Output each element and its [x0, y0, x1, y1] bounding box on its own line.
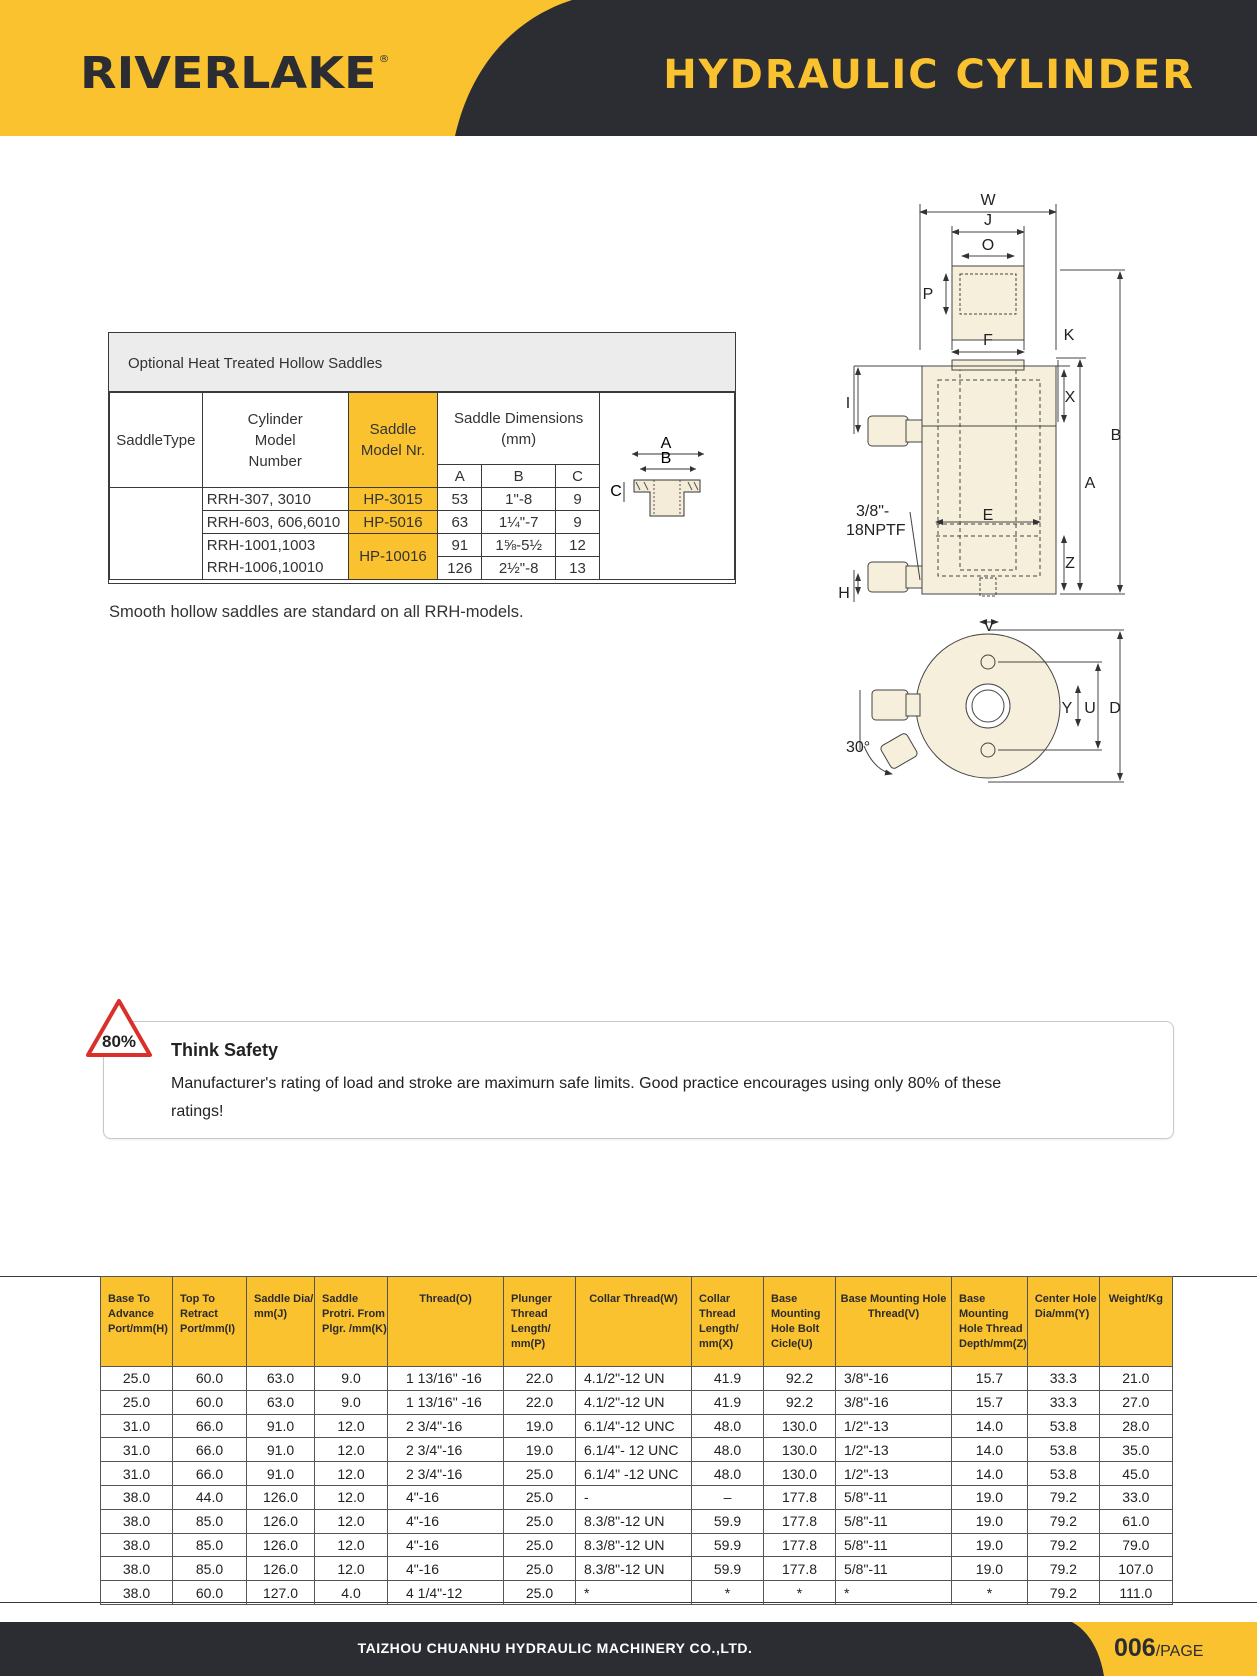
- spec-table-cell: 59.9: [692, 1557, 764, 1581]
- spec-table-cell: 2 3/4"-16: [388, 1438, 504, 1462]
- spec-table-cell: 21.0: [1099, 1367, 1172, 1391]
- saddle-sketch: [600, 424, 734, 544]
- saddle-sketch-cell: [599, 393, 734, 580]
- spec-header-cell: Center Hole Dia/mm(Y): [1027, 1277, 1099, 1367]
- spec-table-cell: 61.0: [1099, 1509, 1172, 1533]
- spec-table-cell: 85.0: [173, 1509, 247, 1533]
- spec-table-cell: 27.0: [1099, 1390, 1172, 1414]
- spec-table-cell: 5/8"-11: [836, 1485, 952, 1509]
- footer-company-name: TAIZHOU CHUANHU HYDRAULIC MACHINERY CO.,LTD.: [357, 1640, 753, 1656]
- saddle-table-panel: [108, 332, 736, 584]
- saddle-header-b: B: [482, 465, 556, 488]
- spec-table-cell: 12.0: [315, 1462, 388, 1486]
- spec-table-cell: 79.2: [1027, 1557, 1099, 1581]
- spec-table-cell: 3/8"-16: [836, 1367, 952, 1391]
- spec-table-cell: 2 3/4"-16: [388, 1462, 504, 1486]
- page-number-label: /PAGE: [1155, 1643, 1204, 1660]
- spec-table: [100, 1276, 1173, 1605]
- spec-table-cell: 63.0: [247, 1367, 315, 1391]
- safety-text: Manufacturer's rating of load and stroke are maximurn safe limits. Good practice encourages using only 80% of these ratings!: [171, 1075, 1002, 1120]
- spec-table-cell: 66.0: [173, 1462, 247, 1486]
- spec-table-cell: 9.0: [315, 1390, 388, 1414]
- spec-table-cell: 4"-16: [388, 1557, 504, 1581]
- saddle-a-cell: 53: [438, 488, 482, 511]
- spec-table-cell: 1/2"-13: [836, 1438, 952, 1462]
- saddle-c-cell: 9: [556, 488, 600, 511]
- spec-table-cell: 4 1/4"-12: [388, 1581, 504, 1605]
- brand-logo: [80, 48, 389, 99]
- dim-label-x: X: [1064, 389, 1076, 406]
- spec-header-cell: Base To Advance Port/mm(H): [101, 1277, 173, 1367]
- spec-table-row: [101, 1509, 1173, 1533]
- spec-table-cell: 25.0: [101, 1367, 173, 1391]
- spec-table-cell: 53.8: [1027, 1462, 1099, 1486]
- spec-table-cell: 4.0: [315, 1581, 388, 1605]
- spec-table-cell: 177.8: [764, 1533, 836, 1557]
- spec-table-cell: 126.0: [247, 1533, 315, 1557]
- spec-table-cell: 31.0: [101, 1414, 173, 1438]
- spec-header-cell: Plunger Thread Length/ mm(P): [504, 1277, 576, 1367]
- registered-mark: ®: [378, 54, 390, 65]
- spec-table-cell: 48.0: [692, 1414, 764, 1438]
- spec-table-cell: 126.0: [247, 1557, 315, 1581]
- spec-table-cell: 35.0: [1099, 1438, 1172, 1462]
- spec-table-row: [101, 1390, 1173, 1414]
- spec-table-cell: 38.0: [101, 1581, 173, 1605]
- spec-table-cell: 5/8"-11: [836, 1533, 952, 1557]
- spec-table-cell: 92.2: [764, 1367, 836, 1391]
- saddle-b-cell: 1¼"-7: [482, 511, 556, 534]
- spec-table-cell: 14.0: [952, 1462, 1028, 1486]
- spec-table-cell: 15.7: [952, 1367, 1028, 1391]
- spec-table-cell: 66.0: [173, 1438, 247, 1462]
- spec-table-row: [101, 1414, 1173, 1438]
- spec-table-cell: 85.0: [173, 1557, 247, 1581]
- spec-table-cell: 5/8"-11: [836, 1557, 952, 1581]
- dim-label-k: K: [1063, 327, 1075, 344]
- spec-table-cell: 22.0: [504, 1367, 576, 1391]
- spec-table-cell: 44.0: [173, 1485, 247, 1509]
- spec-table-cell: 12.0: [315, 1414, 388, 1438]
- saddle-a-cell: 126: [438, 557, 482, 580]
- spec-table-cell: 79.2: [1027, 1509, 1099, 1533]
- dim-label-i: I: [845, 395, 851, 412]
- spec-table-cell: 19.0: [952, 1533, 1028, 1557]
- spec-table-cell: –: [692, 1485, 764, 1509]
- spec-table-cell: 4"-16: [388, 1485, 504, 1509]
- spec-table-cell: *: [952, 1581, 1028, 1605]
- saddle-sketch-label-b: B: [660, 450, 672, 467]
- spec-table-cell: 14.0: [952, 1414, 1028, 1438]
- spec-table-cell: 25.0: [504, 1462, 576, 1486]
- dim-label-v: V: [983, 618, 995, 635]
- spec-header-cell: Thread(O): [388, 1277, 504, 1367]
- saddle-sketch-label-c: C: [610, 483, 622, 500]
- safety-title: Think Safety: [171, 1040, 279, 1060]
- saddle-b-cell: 2½"-8: [482, 557, 556, 580]
- spec-table-cell: 31.0: [101, 1438, 173, 1462]
- spec-table-cell: 25.0: [504, 1581, 576, 1605]
- spec-table-cell: 53.8: [1027, 1414, 1099, 1438]
- saddle-model-cell: HP-3015: [348, 488, 438, 511]
- spec-table-cell: *: [692, 1581, 764, 1605]
- spec-table-cell: 126.0: [247, 1485, 315, 1509]
- page-header: [0, 0, 1257, 136]
- spec-table-cell: 79.0: [1099, 1533, 1172, 1557]
- spec-table-row: [101, 1557, 1173, 1581]
- dim-label-j: J: [984, 212, 992, 229]
- spec-table-cell: 1/2"-13: [836, 1414, 952, 1438]
- page-title: HYDRAULIC CYLINDER: [663, 52, 1195, 98]
- saddle-table: [109, 392, 735, 580]
- spec-header-cell: Base Mounting Hole Thread(V): [836, 1277, 952, 1367]
- spec-header-cell: Collar Thread Length/ mm(X): [692, 1277, 764, 1367]
- saddle-cylinder-cell: RRH-1006,10010: [202, 557, 348, 580]
- spec-table-cell: 33.3: [1027, 1390, 1099, 1414]
- spec-table-cell: 25.0: [504, 1485, 576, 1509]
- port-thread-label-2: 18NPTF: [846, 522, 906, 539]
- spec-table-cell: 12.0: [315, 1509, 388, 1533]
- spec-table-cell: 126.0: [247, 1509, 315, 1533]
- dim-label-o: O: [981, 237, 995, 254]
- spec-table-cell: 1 13/16" -16: [388, 1390, 504, 1414]
- dim-label-f: F: [983, 332, 993, 349]
- dim-label-u: U: [1084, 700, 1096, 717]
- spec-table-cell: 12.0: [315, 1438, 388, 1462]
- spec-table-cell: 14.0: [952, 1438, 1028, 1462]
- spec-table-cell: 28.0: [1099, 1414, 1172, 1438]
- spec-table-cell: 130.0: [764, 1462, 836, 1486]
- spec-table-cell: 38.0: [101, 1557, 173, 1581]
- saddle-header-c: C: [556, 465, 600, 488]
- spec-table-cell: 15.7: [952, 1390, 1028, 1414]
- spec-table-row: [101, 1462, 1173, 1486]
- spec-table-cell: 177.8: [764, 1557, 836, 1581]
- spec-table-cell: 4.1/2"-12 UN: [576, 1390, 692, 1414]
- spec-table-cell: 38.0: [101, 1509, 173, 1533]
- spec-header-cell: Top To Retract Port/mm(I): [173, 1277, 247, 1367]
- spec-table-cell: 127.0: [247, 1581, 315, 1605]
- spec-table-cell: 19.0: [952, 1485, 1028, 1509]
- saddle-header-type: SaddleType: [110, 393, 203, 488]
- saddle-table-caption: Optional Heat Treated Hollow Saddles: [109, 333, 735, 392]
- spec-table-cell: 8.3/8"-12 UN: [576, 1557, 692, 1581]
- spec-table-row: [101, 1533, 1173, 1557]
- spec-table-cell: 41.9: [692, 1367, 764, 1391]
- spec-table-cell: 22.0: [504, 1390, 576, 1414]
- spec-table-cell: 45.0: [1099, 1462, 1172, 1486]
- port-angle-label: 30°: [846, 739, 871, 756]
- spec-header-cell: Base Mounting Hole Bolt Cicle(U): [764, 1277, 836, 1367]
- spec-table-cell: *: [764, 1581, 836, 1605]
- spec-table-cell: 19.0: [504, 1438, 576, 1462]
- spec-table-cell: 60.0: [173, 1390, 247, 1414]
- spec-header-cell: Weight/Kg: [1099, 1277, 1172, 1367]
- spec-table-cell: 6.1/4"-12 UNC: [576, 1414, 692, 1438]
- dim-label-b: B: [1110, 427, 1122, 444]
- spec-table-cell: 1 13/16" -16: [388, 1367, 504, 1391]
- spec-table-cell: 60.0: [173, 1581, 247, 1605]
- spec-table-cell: 111.0: [1099, 1581, 1172, 1605]
- saddle-note: Smooth hollow saddles are standard on all RRH-models.: [109, 603, 524, 621]
- spec-table-cell: 60.0: [173, 1367, 247, 1391]
- dim-label-z: Z: [1065, 555, 1075, 572]
- saddle-header-dims: Saddle Dimensions (mm): [438, 393, 600, 465]
- spec-table-cell: 1/2"-13: [836, 1462, 952, 1486]
- spec-table-cell: 4.1/2"-12 UN: [576, 1367, 692, 1391]
- spec-table-cell: 8.3/8"-12 UN: [576, 1533, 692, 1557]
- saddle-model-cell: HP-10016: [348, 534, 438, 580]
- dim-label-h: H: [838, 585, 850, 602]
- page-number-value: 006: [1114, 1634, 1156, 1662]
- spec-table-cell: 4"-16: [388, 1509, 504, 1533]
- spec-table-cell: 92.2: [764, 1390, 836, 1414]
- saddle-c-cell: 13: [556, 557, 600, 580]
- spec-table-cell: 85.0: [173, 1533, 247, 1557]
- spec-table-cell: *: [576, 1581, 692, 1605]
- spec-table-cell: 33.3: [1027, 1367, 1099, 1391]
- dim-label-a: A: [1084, 475, 1096, 492]
- spec-table-cell: 91.0: [247, 1414, 315, 1438]
- spec-table-cell: 91.0: [247, 1438, 315, 1462]
- page-number: [1114, 1634, 1203, 1663]
- spec-table-cell: 38.0: [101, 1533, 173, 1557]
- saddle-type-cell: [110, 488, 203, 580]
- spec-header-row: [101, 1277, 1173, 1367]
- spec-table-cell: 107.0: [1099, 1557, 1172, 1581]
- spec-table-cell: 41.9: [692, 1390, 764, 1414]
- dim-label-p: P: [922, 286, 934, 303]
- saddle-cylinder-cell: RRH-1001,1003: [202, 534, 348, 557]
- saddle-a-cell: 63: [438, 511, 482, 534]
- saddle-c-cell: 9: [556, 511, 600, 534]
- spec-table-cell: -: [576, 1485, 692, 1509]
- dim-label-w: W: [980, 192, 996, 209]
- spec-table-cell: 2 3/4"-16: [388, 1414, 504, 1438]
- spec-table-cell: 63.0: [247, 1390, 315, 1414]
- spec-table-cell: 33.0: [1099, 1485, 1172, 1509]
- spec-table-cell: 53.8: [1027, 1438, 1099, 1462]
- dim-label-d: D: [1109, 700, 1121, 717]
- spec-table-cell: 130.0: [764, 1438, 836, 1462]
- spec-table-cell: 31.0: [101, 1462, 173, 1486]
- spec-table-cell: 91.0: [247, 1462, 315, 1486]
- spec-table-cell: 12.0: [315, 1533, 388, 1557]
- saddle-sketch-label-a: A: [660, 435, 672, 452]
- spec-table-cell: 19.0: [952, 1557, 1028, 1581]
- spec-table-row: [101, 1485, 1173, 1509]
- saddle-b-cell: 1"-8: [482, 488, 556, 511]
- spec-table-row: [101, 1438, 1173, 1462]
- spec-table-cell: 25.0: [504, 1533, 576, 1557]
- saddle-a-cell: 91: [438, 534, 482, 557]
- warning-triangle-icon: [84, 997, 154, 1059]
- saddle-cylinder-cell: RRH-307, 3010: [202, 488, 348, 511]
- saddle-b-cell: 1⅝-5½: [482, 534, 556, 557]
- saddle-header-model: Saddle Model Nr.: [348, 393, 438, 488]
- spec-table-row: [101, 1367, 1173, 1391]
- spec-table-cell: 8.3/8"-12 UN: [576, 1509, 692, 1533]
- spec-table-cell: *: [836, 1581, 952, 1605]
- brand-name: RIVERLAKE: [80, 48, 377, 99]
- spec-table-cell: 19.0: [504, 1414, 576, 1438]
- spec-table-cell: 5/8"-11: [836, 1509, 952, 1533]
- spec-table-cell: 130.0: [764, 1414, 836, 1438]
- spec-table-cell: 3/8"-16: [836, 1390, 952, 1414]
- spec-table-cell: 79.2: [1027, 1533, 1099, 1557]
- saddle-cylinder-cell: RRH-603, 606,6010: [202, 511, 348, 534]
- spec-header-cell: Saddle Protri. From Plgr. /mm(K): [315, 1277, 388, 1367]
- spec-table-cell: 59.9: [692, 1509, 764, 1533]
- spec-table-cell: 25.0: [504, 1509, 576, 1533]
- spec-table-cell: 59.9: [692, 1533, 764, 1557]
- spec-table-cell: 4"-16: [388, 1533, 504, 1557]
- spec-table-cell: 79.2: [1027, 1485, 1099, 1509]
- spec-table-cell: 6.1/4"- 12 UNC: [576, 1438, 692, 1462]
- spec-header-cell: Saddle Dia/ mm(J): [247, 1277, 315, 1367]
- spec-table-cell: 177.8: [764, 1509, 836, 1533]
- port-thread-label-1: 3/8"-: [856, 503, 890, 520]
- spec-header-cell: Collar Thread(W): [576, 1277, 692, 1367]
- spec-table-cell: 12.0: [315, 1485, 388, 1509]
- spec-table-cell: 6.1/4" -12 UNC: [576, 1462, 692, 1486]
- spec-header-cell: Base Mounting Hole Thread Depth/mm(Z): [952, 1277, 1028, 1367]
- spec-table-cell: 48.0: [692, 1462, 764, 1486]
- saddle-c-cell: 12: [556, 534, 600, 557]
- spec-table-cell: 177.8: [764, 1485, 836, 1509]
- spec-table-row: [101, 1581, 1173, 1605]
- spec-table-cell: 66.0: [173, 1414, 247, 1438]
- spec-table-cell: 48.0: [692, 1438, 764, 1462]
- saddle-header-a: A: [438, 465, 482, 488]
- spec-table-cell: 25.0: [504, 1557, 576, 1581]
- dim-label-y: Y: [1061, 700, 1073, 717]
- spec-table-cell: 38.0: [101, 1485, 173, 1509]
- saddle-header-cylinder: Cylinder Model Number: [202, 393, 348, 488]
- spec-table-cell: 9.0: [315, 1367, 388, 1391]
- dim-label-e: E: [982, 507, 994, 524]
- spec-table-cell: 19.0: [952, 1509, 1028, 1533]
- cylinder-dimension-diagram: [820, 190, 1200, 790]
- safety-badge-text: 80%: [101, 1032, 137, 1051]
- spec-table-cell: 12.0: [315, 1557, 388, 1581]
- spec-table-cell: 79.2: [1027, 1581, 1099, 1605]
- spec-table-cell: 25.0: [101, 1390, 173, 1414]
- saddle-model-cell: HP-5016: [348, 511, 438, 534]
